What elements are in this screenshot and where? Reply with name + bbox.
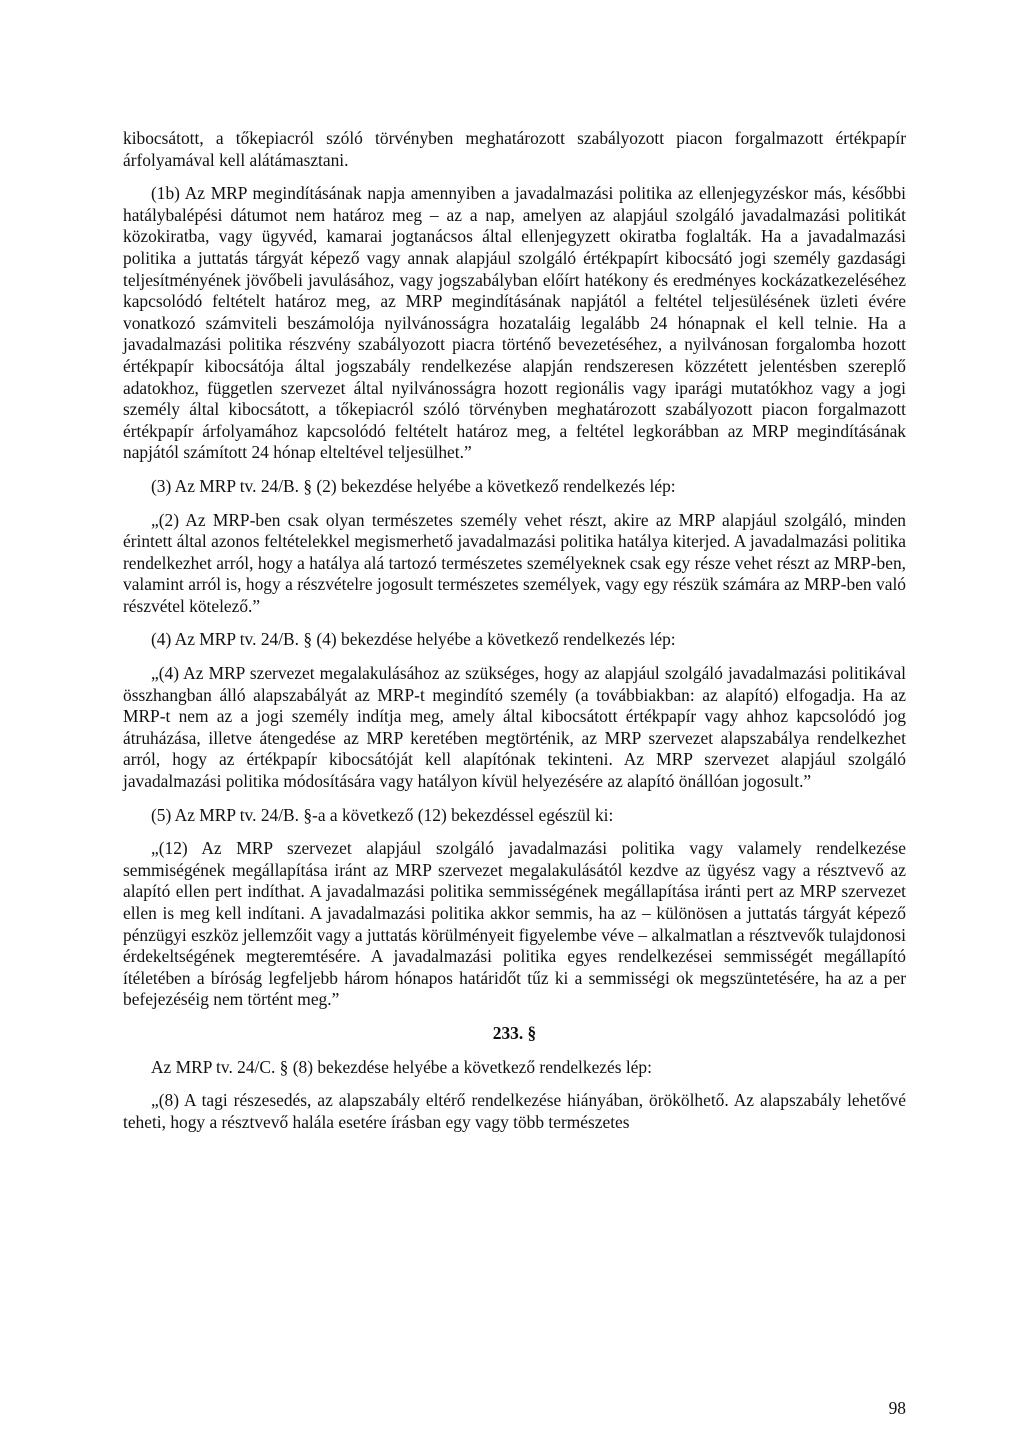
paragraph-quoted-2: „(2) Az MRP-ben csak olyan természetes személy vehet részt, akire az MRP alapjául szolgáló, minden érintett által azonos feltételekkel megismerhető javadalmazási politika hatálya kiterjed. A javadalmazási politika rendelkezhet arról, hogy a hatálya alá tartozó természetes személyeknek csak egy része vehet részt az MRP-ben, valamint arról is, hogy a részvételre jogosult természetes személyek, vagy egy részük számára az MRP-ben való részvétel kötelező.”: [123, 509, 906, 616]
paragraph-quoted-8: „(8) A tagi részesedés, az alapszabály eltérő rendelkezése hiányában, örökölhető. Az alapszabály lehetővé teheti, hogy a résztvevő halála esetére írásban egy vagy több természetes: [123, 1090, 906, 1132]
section-heading: 233. §: [492, 1022, 537, 1043]
paragraph-quoted-4: „(4) Az MRP szervezet megalakulásához az szükséges, hogy az alapjául szolgáló javadalmazási politikával összhangban álló alapszabályát az MRP-t megindító személy (a továbbiakban: az alapító) elfogadja. Ha az MRP-t nem az a jogi személy indítja meg, amely által kibocsátott értékpapír vagy ahhoz kapcsolódó jog átruházása, illetve átengedése az MRP keretében megtörténik, az MRP szervezet alapszabálya rendelkezhet arról, hogy az értékpapír kibocsátóját kell alapítónak tekinteni. Az MRP szervezet alapjául szolgáló javadalmazási politika módosítására vagy hatályon kívül helyezésére az alapító önállóan jogosult.”: [123, 663, 906, 792]
paragraph-amendment-5: (5) Az MRP tv. 24/B. §-a a következő (12) bekezdéssel egészül ki:: [151, 804, 614, 825]
paragraph-amendment-4: (4) Az MRP tv. 24/B. § (4) bekezdése helyébe a következő rendelkezés lép:: [151, 629, 676, 650]
paragraph-24c-intro: Az MRP tv. 24/C. § (8) bekezdése helyébe a következő rendelkezés lép:: [151, 1056, 652, 1077]
paragraph-1b: (1b) Az MRP megindításának napja amennyiben a javadalmazási politika az ellenjegyzéskor más, későbbi hatálybalépési dátumot nem határoz meg – az a nap, amelyen az alapjául szolgáló javadalmazási politikát közokiratba, vagy ügyvéd, kamarai jogtanácsos által ellenjegyzett okiratba foglalták. Ha a javadalmazási politika a juttatás tárgyát képező vagy annak alapjául szolgáló értékpapírt kibocsátó jogi személy gazdasági teljesítményének jövőbeli javulásához, vagy jogszabályban előírt hatékony és eredményes kockázatkezeléséhez kapcsolódó feltételt határoz meg, az MRP megindításának napjától a feltétel teljesülésének üzleti évére vonatkozó számviteli beszámolója nyilvánosságra hozataláig legalább 24 hónapnak el kell telnie. Ha a javadalmazási politika részvény szabályozott piacra történő bevezetéséhez, a nyilvánosan forgalomba hozott értékpapír kibocsátója által jogszabály rendelkezése alapján rendszeresen közzétett jelentésben szereplő adatokhoz, független szervezet által nyilvánosságra hozott regionális vagy iparági mutatókhoz vagy a jogi személy által kibocsátott, a tőkepiacról szóló törvényben meghatározott szabályozott piacon forgalmazott értékpapír árfolyamához kapcsolódó feltételt határoz meg, a feltétel legkorábban az MRP megindításának napjától számított 24 hónap elteltével teljesülhet.”: [123, 183, 906, 463]
paragraph-continuation: kibocsátott, a tőkepiacról szóló törvényben meghatározott szabályozott piacon forgalmazott értékpapír árfolyamával kell alátámasztani.: [123, 128, 906, 170]
document-page: [123, 128, 906, 1145]
paragraph-amendment-3: (3) Az MRP tv. 24/B. § (2) bekezdése helyébe a következő rendelkezés lép:: [151, 475, 676, 496]
paragraph-quoted-12: „(12) Az MRP szervezet alapjául szolgáló javadalmazási politika vagy valamely rendelkezése semmiségének megállapítása iránt az MRP szervezet megalakulásától kezdve az ügyész vagy a résztvevő az alapító ellen pert indíthat. A javadalmazási politika semmisségének megállapítása iránti pert az MRP szervezet ellen is meg kell indítani. A javadalmazási politika akkor semmis, ha az – különösen a juttatás tárgyát képező pénzügyi eszköz jellemzőit vagy a juttatás körülményeit figyelembe véve – alkalmatlan a résztvevők tulajdonosi érdekeltségének megteremtésére. A javadalmazási politika egyes rendelkezései semmisségét megállapító ítéletében a bíróság legfeljebb három hónapos határidőt tűz ki a semmisségi ok megszüntetésére, ha az a per befejezéséig nem történt meg.”: [123, 838, 906, 1010]
page-number: 98: [888, 1398, 906, 1418]
